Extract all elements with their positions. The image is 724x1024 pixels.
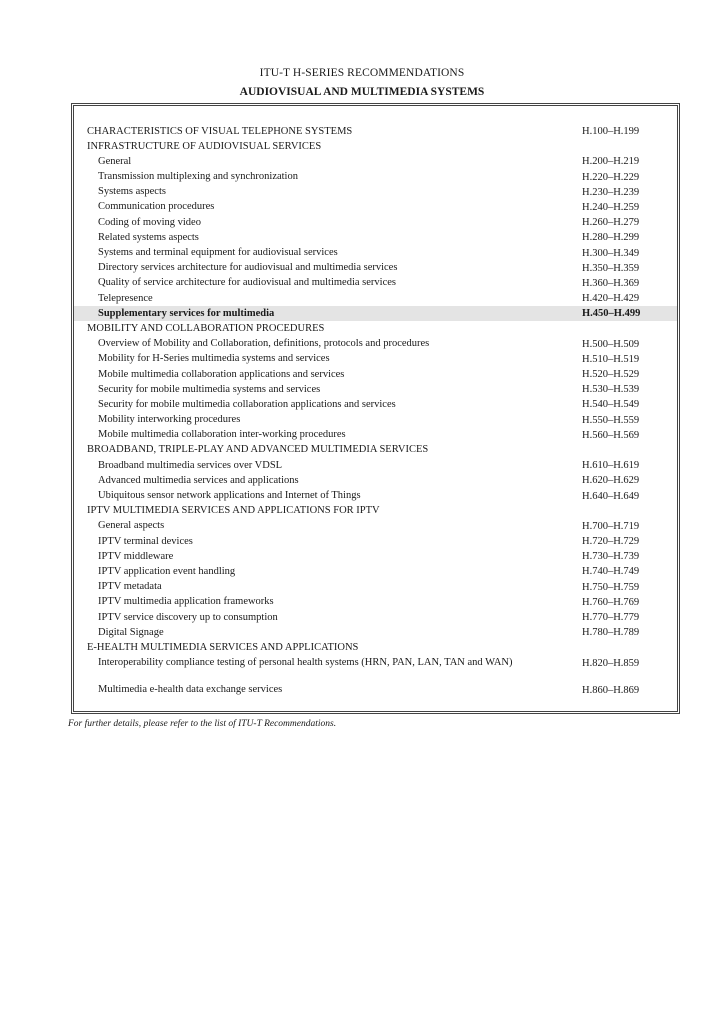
table-row <box>74 246 677 261</box>
row-label: Digital Signage <box>98 626 164 638</box>
table-row <box>74 367 677 382</box>
row-label: IPTV application event handling <box>98 565 236 577</box>
row-code-range: H.360–H.369 <box>582 277 640 289</box>
row-code-range: H.540–H.549 <box>582 399 640 411</box>
table-row <box>74 656 677 683</box>
table-row <box>74 625 677 640</box>
row-code-range: H.230–H.239 <box>582 186 640 198</box>
row-label: IPTV metadata <box>98 581 162 593</box>
row-label: IPTV MULTIMEDIA SERVICES AND APPLICATIONS FOR IPTV <box>87 505 380 517</box>
row-label: IPTV multimedia application frameworks <box>98 596 274 608</box>
row-code-range: H.750–H.759 <box>582 581 640 593</box>
table-row <box>74 564 677 579</box>
table-row <box>74 337 677 352</box>
table-row <box>74 306 677 321</box>
footnote: For further details, please refer to the list of ITU-T Recommendations. <box>68 719 337 729</box>
row-label: Mobile multimedia collaboration inter-working procedures <box>98 429 346 441</box>
table-row <box>74 534 677 549</box>
table-row <box>74 473 677 488</box>
section-heading-row <box>74 504 677 519</box>
row-code-range: H.760–H.769 <box>582 596 640 608</box>
table-row <box>74 519 677 534</box>
row-label: Mobile multimedia collaboration applications and services <box>98 368 345 380</box>
row-code-range: H.780–H.789 <box>582 627 640 639</box>
row-label: Coding of moving video <box>98 216 201 228</box>
row-code-range: H.820–H.859 <box>582 657 640 669</box>
row-label: Supplementary services for multimedia <box>98 307 275 319</box>
row-label: Security for mobile multimedia systems and services <box>98 383 321 395</box>
row-code-range: H.220–H.229 <box>582 171 640 183</box>
table-row <box>74 580 677 595</box>
row-label: IPTV terminal devices <box>98 535 193 547</box>
row-code-range: H.560–H.569 <box>582 429 640 441</box>
row-label: Quality of service architecture for audiovisual and multimedia services <box>98 277 396 289</box>
section-heading-row <box>74 139 677 154</box>
row-code-range: H.770–H.779 <box>582 612 640 623</box>
table-row <box>74 397 677 412</box>
row-code-range: H.730–H.739 <box>582 551 640 563</box>
row-label: MOBILITY AND COLLABORATION PROCEDURES <box>87 322 325 334</box>
row-label: CHARACTERISTICS OF VISUAL TELEPHONE SYSTEMS <box>87 125 353 137</box>
row-code-range: H.740–H.749 <box>582 566 640 578</box>
row-label: Mobility interworking procedures <box>98 414 241 426</box>
row-code-range: H.520–H.529 <box>582 369 640 380</box>
table-row <box>74 154 677 169</box>
table-row <box>74 230 677 245</box>
row-label: IPTV middleware <box>98 550 174 562</box>
table-row <box>74 170 677 185</box>
row-code-range: H.100–H.199 <box>582 126 640 137</box>
row-code-range: H.200–H.219 <box>582 156 640 168</box>
row-code-range: H.530–H.539 <box>582 384 640 396</box>
row-label: E-HEALTH MULTIMEDIA SERVICES AND APPLICATIONS <box>87 641 359 653</box>
row-code-range: H.240–H.259 <box>582 201 640 213</box>
row-code-range: H.300–H.349 <box>582 247 640 259</box>
row-label: Directory services architecture for audiovisual and multimedia services <box>98 262 398 274</box>
row-label: Related systems aspects <box>98 231 199 243</box>
main-title: AUDIOVISUAL AND MULTIMEDIA SYSTEMS <box>239 86 485 98</box>
table-row <box>74 549 677 564</box>
row-label: Communication procedures <box>98 201 215 213</box>
row-label: Telepresence <box>98 292 153 304</box>
row-code-range: H.280–H.299 <box>582 232 640 244</box>
table-row <box>74 489 677 504</box>
row-code-range: H.550–H.559 <box>582 414 640 426</box>
row-label: Systems and terminal equipment for audiovisual services <box>98 247 338 258</box>
section-heading-row <box>74 124 677 139</box>
row-code-range: H.500–H.509 <box>582 338 640 350</box>
row-label: General <box>98 155 132 167</box>
section-heading-row <box>74 321 677 336</box>
row-code-range: H.610–H.619 <box>582 460 640 472</box>
table-row <box>74 261 677 276</box>
row-code-range: H.700–H.719 <box>582 520 640 532</box>
row-label: Ubiquitous sensor network applications and Internet of Things <box>98 490 361 501</box>
table-row <box>74 291 677 306</box>
row-label: Security for mobile multimedia collaboration applications and services <box>98 398 396 410</box>
table-row <box>74 413 677 428</box>
row-code-range: H.420–H.429 <box>582 293 640 305</box>
row-label: Overview of Mobility and Collaboration, definitions, protocols and procedures <box>98 338 430 350</box>
row-label: Interoperability compliance testing of personal health systems (HRN, PAN, LAN, TAN and WAN) <box>98 657 513 669</box>
table-row <box>74 215 677 230</box>
table-row <box>74 185 677 200</box>
row-label: Mobility for H-Series multimedia systems and services <box>98 353 330 365</box>
row-label: Advanced multimedia services and applications <box>98 474 299 486</box>
table-row <box>74 382 677 397</box>
row-label: Multimedia e-health data exchange services <box>98 684 283 696</box>
section-heading-row <box>74 443 677 458</box>
series-title: ITU-T H-SERIES RECOMMENDATIONS <box>259 67 465 79</box>
row-code-range: H.350–H.359 <box>582 262 640 274</box>
table-rows <box>74 124 677 698</box>
row-label: Transmission multiplexing and synchronization <box>98 171 298 183</box>
row-code-range: H.720–H.729 <box>582 536 640 548</box>
row-code-range: H.620–H.629 <box>582 475 640 487</box>
row-code-range: H.450–H.499 <box>582 308 641 320</box>
table-row <box>74 610 677 625</box>
row-code-range: H.860–H.869 <box>582 684 640 696</box>
row-code-range: H.510–H.519 <box>582 353 640 365</box>
table-row <box>74 276 677 291</box>
table-row <box>74 352 677 367</box>
table-row <box>74 200 677 215</box>
row-code-range: H.640–H.649 <box>582 490 640 502</box>
table-row <box>74 458 677 473</box>
row-label: IPTV service discovery up to consumption <box>98 611 278 623</box>
row-label: General aspects <box>98 520 165 532</box>
table-row <box>74 428 677 443</box>
row-code-range: H.260–H.279 <box>582 217 640 229</box>
table-row <box>74 683 677 698</box>
row-label: Systems aspects <box>98 186 166 198</box>
table-row <box>74 595 677 610</box>
recommendations-table <box>71 103 680 714</box>
section-heading-row <box>74 640 677 655</box>
row-label: Broadband multimedia services over VDSL <box>98 459 283 471</box>
row-label: BROADBAND, TRIPLE-PLAY AND ADVANCED MULTIMEDIA SERVICES <box>87 444 429 456</box>
row-label: INFRASTRUCTURE OF AUDIOVISUAL SERVICES <box>87 140 322 152</box>
